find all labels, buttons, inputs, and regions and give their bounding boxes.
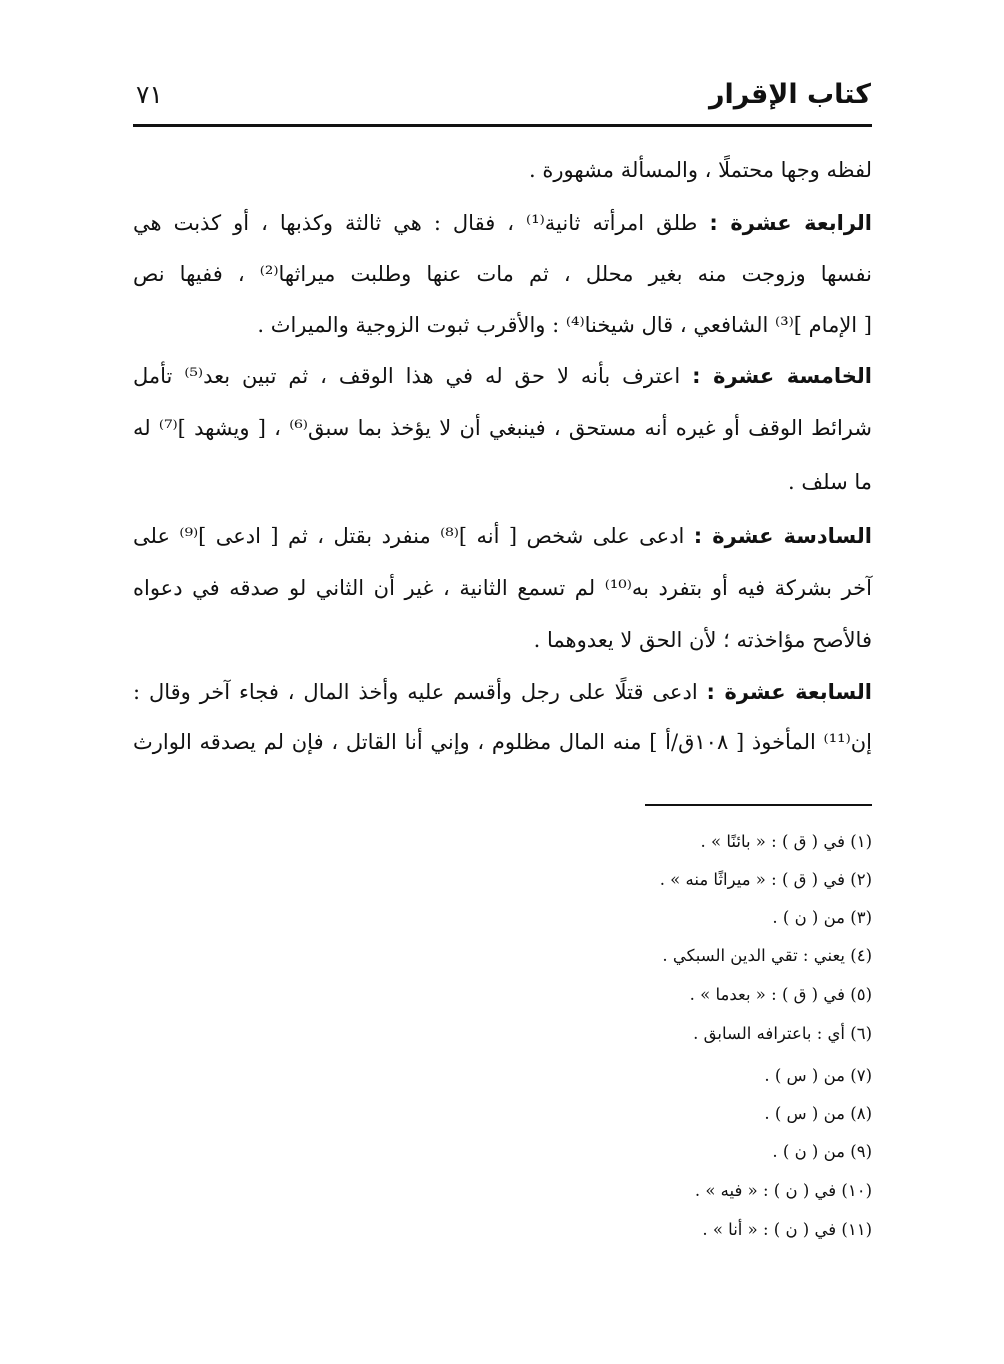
- text-line: إن⁽¹¹⁾ المأخوذ [ ١٠٨ق/أ ] منه المال مظلوم ، وإني أنا القاتل ، فإن لم يصدقه الوارث: [133, 730, 872, 754]
- header-rule: [133, 124, 872, 127]
- section-heading: السابعة عشرة :: [706, 680, 872, 704]
- text-line: شرائط الوقف أو غيره أنه مستحق ، فينبغي أن لا يؤخذ بما سبق⁽⁶⁾ ، [ ويشهد ]⁽⁷⁾ له: [133, 416, 872, 440]
- footnote: (١١) في ( ن ) : « أنا » .: [702, 1220, 872, 1239]
- footnote: (٢) في ( ق ) : « ميراثًا منه » .: [659, 870, 872, 889]
- text-line: لفظه وجها محتملًا ، والمسألة مشهورة .: [529, 158, 872, 182]
- text-line: السابعة عشرة : ادعى قتلًا على رجل وأقسم عليه وأخذ المال ، فجاء آخر وقال :: [133, 680, 872, 704]
- footnote: (٥) في ( ق ) : « بعدما » .: [689, 985, 872, 1004]
- text-line: ما سلف .: [788, 470, 872, 494]
- text-line: الخامسة عشرة : اعترف بأنه لا حق له في هذا الوقف ، ثم تبين بعد⁽⁵⁾ تأمل: [133, 364, 873, 388]
- footnote: (٧) من ( س ) .: [764, 1066, 872, 1085]
- section-heading: السادسة عشرة :: [693, 524, 872, 548]
- footnote-separator: [645, 804, 872, 806]
- footnote: (٣) من ( ن ) .: [772, 908, 872, 927]
- footnote: (١٠) في ( ن ) : « فيه » .: [694, 1181, 872, 1200]
- page-number: ٧١: [136, 80, 163, 109]
- text-line: آخر بشركة فيه أو بتفرد به⁽¹⁰⁾ لم تسمع الثانية ، غير أن الثاني لو صدقه في دعواه: [133, 576, 872, 600]
- chapter-title: كتاب الإقرار: [708, 79, 871, 110]
- footnote: (٨) من ( س ) .: [764, 1104, 872, 1123]
- text-line: نفسها وزوجت منه بغير محلل ، ثم مات عنها وطلبت ميراثها⁽²⁾ ، ففيها نص: [133, 262, 872, 286]
- text-line: السادسة عشرة : ادعى على شخص [ أنه ]⁽⁸⁾ منفرد بقتل ، ثم [ ادعى ]⁽⁹⁾ على: [133, 524, 872, 548]
- section-heading: الرابعة عشرة :: [709, 211, 873, 235]
- text-line: الرابعة عشرة : طلق امرأته ثانية⁽¹⁾ ، فقال : هي ثالثة وكذبها ، أو كذبت هي: [133, 211, 873, 235]
- section-heading: الخامسة عشرة :: [692, 364, 873, 388]
- text-line: [ الإمام ]⁽³⁾ الشافعي ، قال شيخنا⁽⁴⁾ : والأقرب ثبوت الزوجية والميراث .: [257, 313, 872, 337]
- text-line: فالأصح مؤاخذته ؛ لأن الحق لا يعدوهما .: [533, 628, 872, 652]
- footnote: (٩) من ( ن ) .: [772, 1142, 872, 1161]
- footnote: (١) في ( ق ) : « بائنًا » .: [700, 832, 872, 851]
- footnote: (٦) أي : باعترافه السابق .: [693, 1024, 872, 1043]
- footnote: (٤) يعني : تقي الدين السبكي .: [662, 946, 872, 965]
